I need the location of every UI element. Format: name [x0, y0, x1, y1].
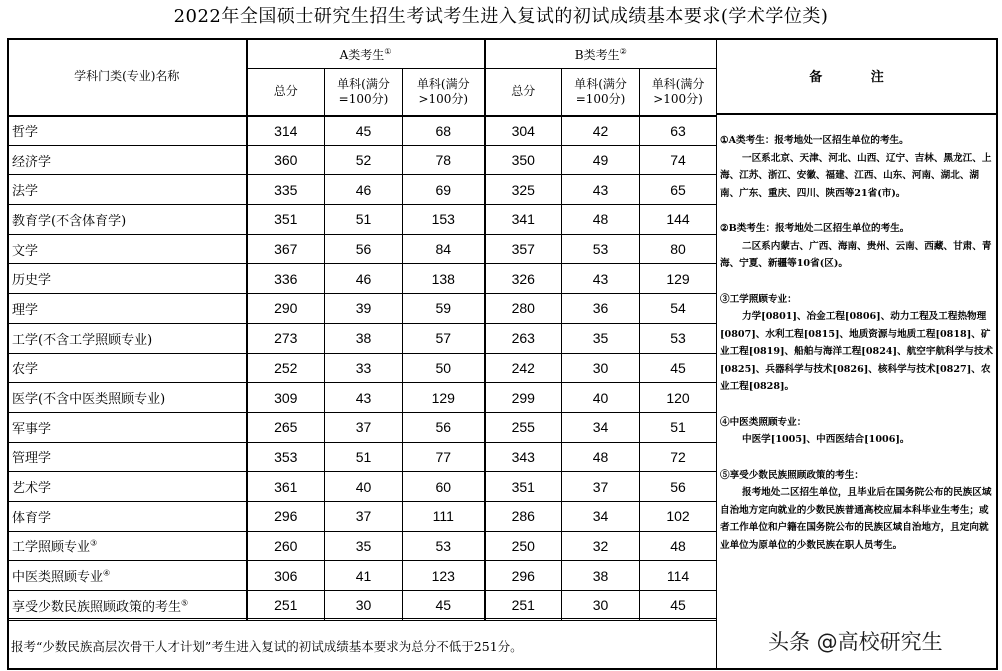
score-a-single-100: 51 [325, 205, 403, 235]
score-b-single-100: 37 [562, 472, 640, 502]
subject-label: 教育学(不含体育学) [12, 213, 127, 229]
page-title: 2022年全国硕士研究生招生考试考生进入复试的初试成绩基本要求(学术学位类) [173, 6, 829, 27]
score-a-total: 361 [247, 472, 325, 502]
header-a-single-gt100: 单科(满分>100分) [403, 69, 485, 116]
score-a-single-gt100: 153 [403, 205, 485, 235]
score-b-single-100: 49 [562, 145, 640, 175]
remarks-header: 备 注 [716, 38, 998, 115]
score-b-single-gt100: 129 [640, 264, 717, 294]
score-b-single-gt100: 114 [640, 561, 717, 591]
subject-label: 经济学 [12, 154, 52, 170]
score-a-total: 353 [247, 442, 325, 472]
score-a-single-gt100: 129 [403, 383, 485, 413]
score-a-single-gt100: 60 [403, 472, 485, 502]
subject-label: 法学 [12, 184, 39, 200]
score-b-single-100: 38 [562, 561, 640, 591]
score-b-single-100: 53 [562, 234, 640, 264]
score-b-total: 325 [485, 175, 562, 205]
score-b-total: 351 [485, 472, 562, 502]
score-a-single-gt100: 84 [403, 234, 485, 264]
remark-2-heading: ②B类考生：报考地处二区招生单位的考生。 [720, 223, 910, 234]
score-a-single-100: 39 [325, 294, 403, 324]
remark-3-heading: ③工学照顾专业： [720, 293, 797, 305]
remark-2-text: 二区系内蒙古、广西、海南、贵州、云南、西藏、甘肃、青海、宁夏、新疆等10省(区)。 [720, 240, 992, 269]
score-b-total: 263 [485, 323, 562, 353]
score-b-single-gt100: 63 [640, 116, 717, 146]
score-a-total: 309 [247, 383, 325, 413]
score-a-total: 314 [247, 116, 325, 146]
score-a-single-gt100: 50 [403, 353, 485, 383]
header-b-total: 总分 [485, 69, 562, 116]
subject-label: 中医类照顾专业 [12, 570, 104, 586]
score-b-total: 286 [485, 501, 562, 531]
score-a-total: 360 [247, 145, 325, 175]
subject-label: 历史学 [12, 273, 52, 289]
score-b-total: 357 [485, 234, 562, 264]
score-b-single-gt100: 102 [640, 501, 717, 531]
score-a-single-100: 37 [325, 501, 403, 531]
score-b-total: 255 [485, 412, 562, 442]
score-b-single-100: 48 [562, 205, 640, 235]
score-b-single-gt100: 80 [640, 234, 717, 264]
score-a-single-gt100: 138 [403, 264, 485, 294]
score-b-single-gt100: 54 [640, 294, 717, 324]
score-b-single-100: 48 [562, 442, 640, 472]
score-a-single-gt100: 56 [403, 412, 485, 442]
score-a-single-100: 40 [325, 472, 403, 502]
score-b-single-gt100: 48 [640, 531, 717, 561]
score-b-single-gt100: 51 [640, 412, 717, 442]
footnote: 报考“少数民族高层次骨干人才计划”考生进入复试的初试成绩基本要求为总分不低于251分。 [7, 618, 716, 670]
note-mark: ④ [103, 568, 111, 578]
score-b-single-100: 35 [562, 323, 640, 353]
score-b-total: 304 [485, 116, 562, 146]
score-a-single-gt100: 53 [403, 531, 485, 561]
score-a-single-100: 33 [325, 353, 403, 383]
remark-4-heading: ④中医类照顾专业： [720, 416, 807, 428]
header-subject: 学科门类(专业)名称 [8, 39, 247, 116]
score-b-total: 326 [485, 264, 562, 294]
remark-4-text: 中医学[1005]、中西医结合[1006]。 [742, 434, 910, 445]
subject-label: 体育学 [12, 510, 52, 526]
score-b-single-gt100: 45 [640, 353, 717, 383]
score-a-single-100: 35 [325, 531, 403, 561]
score-b-single-gt100: 120 [640, 383, 717, 413]
score-b-total: 251 [485, 591, 562, 621]
score-a-total: 296 [247, 501, 325, 531]
note-mark: ⑤ [181, 598, 189, 608]
score-b-single-gt100: 74 [640, 145, 717, 175]
remark-1-heading: ①A类考生：报考地处一区招生单位的考生。 [720, 135, 909, 146]
subject-label: 军事学 [12, 421, 52, 437]
score-b-single-gt100: 56 [640, 472, 717, 502]
b-group-mark: ② [619, 47, 627, 56]
subject-label: 文学 [12, 243, 39, 259]
note-mark: ③ [90, 539, 98, 549]
score-a-total: 306 [247, 561, 325, 591]
score-b-total: 341 [485, 205, 562, 235]
score-a-single-gt100: 123 [403, 561, 485, 591]
subject-label: 医学(不含中医类照顾专业) [12, 392, 166, 408]
watermark: 头条 @高校研究生 [768, 630, 943, 654]
header-b-single-100: 单科(满分=100分) [562, 69, 640, 116]
score-a-total: 252 [247, 353, 325, 383]
score-a-total: 273 [247, 323, 325, 353]
score-a-single-100: 51 [325, 442, 403, 472]
score-a-total: 335 [247, 175, 325, 205]
remark-5-text: 报考地处二区招生单位，且毕业后在国务院公布的民族区域自治地方定向就业的少数民族普通高校应届本科毕业生考生；或者工作单位和户籍在国务院公布的民族区域自治地方，且定向就业单位为原单位的少数民族在职人员考生。 [720, 487, 992, 551]
subject-label: 工学(不含工学照顾专业) [12, 332, 153, 348]
score-b-single-gt100: 45 [640, 591, 717, 621]
score-b-single-100: 43 [562, 264, 640, 294]
a-group-mark: ① [384, 47, 392, 56]
score-a-single-gt100: 45 [403, 591, 485, 621]
header-a-single-100: 单科(满分=100分) [325, 69, 403, 116]
header-a-group: A类考生① [247, 39, 485, 69]
score-b-single-100: 30 [562, 591, 640, 621]
subject-label: 哲学 [12, 125, 39, 141]
score-b-single-100: 34 [562, 501, 640, 531]
score-b-single-100: 43 [562, 175, 640, 205]
subject-label: 工学照顾专业 [12, 540, 91, 556]
score-a-total: 336 [247, 264, 325, 294]
header-b-group: B类考生② [485, 39, 717, 69]
score-a-single-gt100: 77 [403, 442, 485, 472]
score-b-single-gt100: 144 [640, 205, 717, 235]
score-b-single-100: 30 [562, 353, 640, 383]
score-b-total: 343 [485, 442, 562, 472]
score-a-single-gt100: 69 [403, 175, 485, 205]
score-b-total: 296 [485, 561, 562, 591]
remark-5-heading: ⑤享受少数民族照顾政策的考生： [720, 469, 864, 481]
score-b-single-gt100: 72 [640, 442, 717, 472]
score-a-single-100: 38 [325, 323, 403, 353]
header-a-total: 总分 [247, 69, 325, 116]
score-a-single-100: 30 [325, 591, 403, 621]
score-a-single-gt100: 111 [403, 501, 485, 531]
score-a-total: 265 [247, 412, 325, 442]
score-b-single-100: 34 [562, 412, 640, 442]
score-b-single-gt100: 65 [640, 175, 717, 205]
score-b-total: 350 [485, 145, 562, 175]
score-b-single-100: 32 [562, 531, 640, 561]
score-a-single-gt100: 68 [403, 116, 485, 146]
score-a-single-gt100: 57 [403, 323, 485, 353]
score-a-single-100: 46 [325, 264, 403, 294]
score-a-single-gt100: 59 [403, 294, 485, 324]
score-a-single-100: 56 [325, 234, 403, 264]
remark-3-text: 力学[0801]、冶金工程[0806]、动力工程及工程热物理[0807]、水利工程[0815]、地质资源与地质工程[0818]、矿业工程[0819]、船舶与海洋工程[0824]、航空宇航科学与技术[0825]、兵器科学与技术[0826]、核科学与技术[0827]、农业工程[0828]。 [720, 311, 994, 392]
remark-1-text: 一区系北京、天津、河北、山西、辽宁、吉林、黑龙江、上海、江苏、浙江、安徽、福建、江西、山东、河南、湖北、湖南、广东、重庆、四川、陕西等21省(市)。 [720, 152, 992, 199]
score-a-total: 260 [247, 531, 325, 561]
score-a-total: 290 [247, 294, 325, 324]
score-b-single-100: 36 [562, 294, 640, 324]
score-b-total: 280 [485, 294, 562, 324]
score-a-single-gt100: 78 [403, 145, 485, 175]
score-b-single-gt100: 53 [640, 323, 717, 353]
score-a-single-100: 41 [325, 561, 403, 591]
score-a-total: 251 [247, 591, 325, 621]
score-a-single-100: 37 [325, 412, 403, 442]
table-frame [7, 38, 998, 670]
score-b-total: 242 [485, 353, 562, 383]
score-b-single-100: 40 [562, 383, 640, 413]
score-a-single-100: 43 [325, 383, 403, 413]
subject-label: 艺术学 [12, 481, 52, 497]
score-a-single-100: 45 [325, 116, 403, 146]
subject-label: 农学 [12, 362, 39, 378]
subject-label: 理学 [12, 302, 39, 318]
header-b-single-gt100: 单科(满分>100分) [640, 69, 717, 116]
subject-label: 享受少数民族照顾政策的考生 [12, 599, 182, 615]
score-b-total: 250 [485, 531, 562, 561]
score-b-total: 299 [485, 383, 562, 413]
score-a-single-100: 52 [325, 145, 403, 175]
score-a-total: 351 [247, 205, 325, 235]
score-b-single-100: 42 [562, 116, 640, 146]
score-a-single-100: 46 [325, 175, 403, 205]
score-a-total: 367 [247, 234, 325, 264]
subject-label: 管理学 [12, 451, 52, 467]
